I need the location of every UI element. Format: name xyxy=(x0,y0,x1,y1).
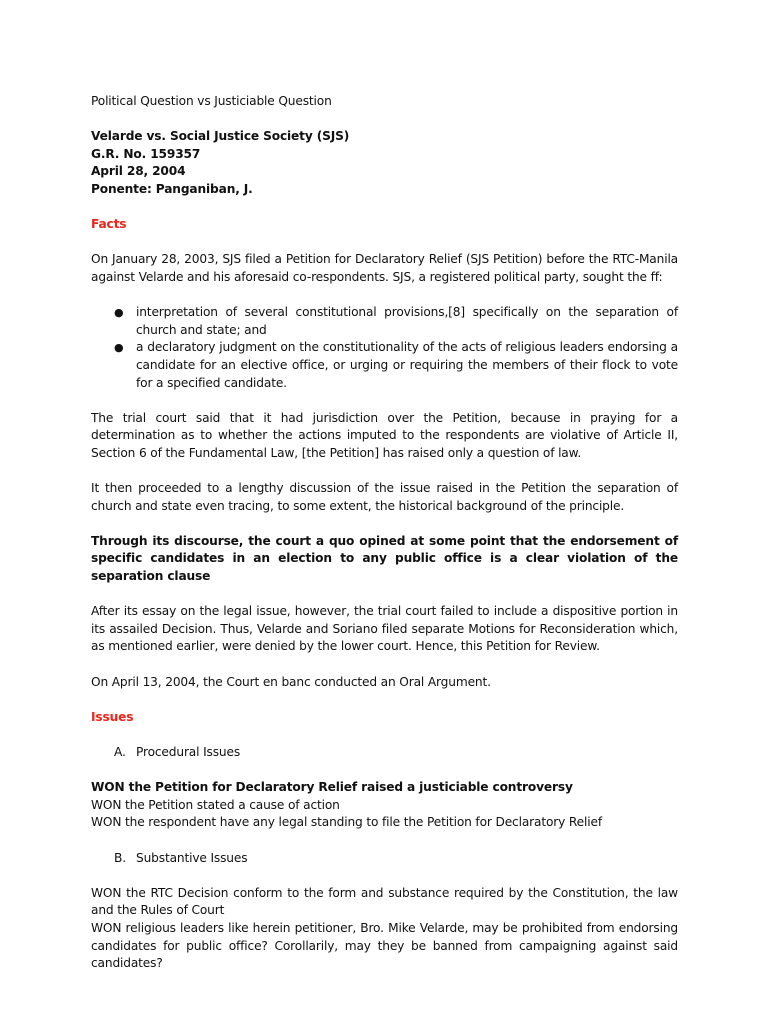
list-item-text: interpretation of several constitutional provisions,[8] specifically on the separation of church and state; and xyxy=(136,305,678,337)
facts-paragraph: On April 13, 2004, the Court en banc conducted an Oral Argument. xyxy=(91,674,491,689)
case-gr-number: G.R. No. 159357 xyxy=(91,146,201,161)
facts-paragraph: The trial court said that it had jurisdiction over the Petition, because in praying for a determination as to whether the actions imputed to the respondents are violative of Article II, Section 6 of the Fundamental Law, [the Petition] has raised only a question of law. xyxy=(91,410,678,460)
case-date: April 28, 2004 xyxy=(91,164,186,179)
procedural-issues-list xyxy=(91,779,678,832)
list-item-text: a declaratory judgment on the constitutionality of the acts of religious leaders endorsing a candidate for an elective office, or urging or requiring the members of their flock to vote for a specified candidate. xyxy=(136,340,678,390)
bullet-icon: ● xyxy=(114,306,124,320)
case-ponente: Ponente: Panganiban, J. xyxy=(91,181,253,196)
issue-item: WON the RTC Decision conform to the form and substance required by the Constitution, the law and the Rules of Court xyxy=(91,885,678,918)
issue-item: WON religious leaders like herein petitioner, Bro. Mike Velarde, may be prohibited from endorsing candidates for public office? Corollarily, may they be banned from campaigning against said candidates? xyxy=(91,920,678,971)
substantive-issues-heading xyxy=(91,850,678,868)
substantive-issues-list xyxy=(91,885,678,973)
subheading-label: Substantive Issues xyxy=(136,850,248,865)
case-info xyxy=(91,128,678,198)
facts-paragraph: It then proceeded to a lengthy discussion of the issue raised in the Petition the separation of church and state even tracing, to some extent, the historical background of the principle. xyxy=(91,481,678,513)
document-title: Political Question vs Justiciable Question xyxy=(91,94,332,108)
facts-heading: Facts xyxy=(91,217,127,232)
list-item xyxy=(114,339,678,392)
issue-item: WON the respondent have any legal standing to file the Petition for Declaratory Relief xyxy=(91,815,602,830)
subheading-label: Procedural Issues xyxy=(136,744,241,759)
procedural-issues-heading xyxy=(91,744,678,762)
bullet-icon: ● xyxy=(114,341,124,355)
issue-item: WON the Petition stated a cause of action xyxy=(91,797,340,812)
facts-bullet-list xyxy=(91,304,678,392)
facts-paragraph-bold: Through its discourse, the court a quo opined at some point that the endorsement of specific candidates in an election to any public office is a clear violation of the separation clause xyxy=(91,533,678,584)
facts-paragraph: After its essay on the legal issue, however, the trial court failed to include a dispositive portion in its assailed Decision. Thus, Velarde and Soriano filed separate Motions for Reconsideration which, as mentioned earlier, were denied by the lower court. Hence, this Petition for Review. xyxy=(91,604,678,654)
facts-intro: On January 28, 2003, SJS filed a Petition for Declaratory Relief (SJS Petition) before the RTC-Manila against Velarde and his aforesaid co-respondents. SJS, a registered political party, sought the ff: xyxy=(91,252,678,284)
case-name: Velarde vs. Social Justice Society (SJS) xyxy=(91,129,350,144)
issue-item: WON the Petition for Declaratory Relief raised a justiciable controversy xyxy=(91,780,573,795)
issues-heading: Issues xyxy=(91,709,134,724)
list-letter: A. xyxy=(114,744,126,759)
list-letter: B. xyxy=(114,850,126,865)
list-item xyxy=(114,304,678,339)
